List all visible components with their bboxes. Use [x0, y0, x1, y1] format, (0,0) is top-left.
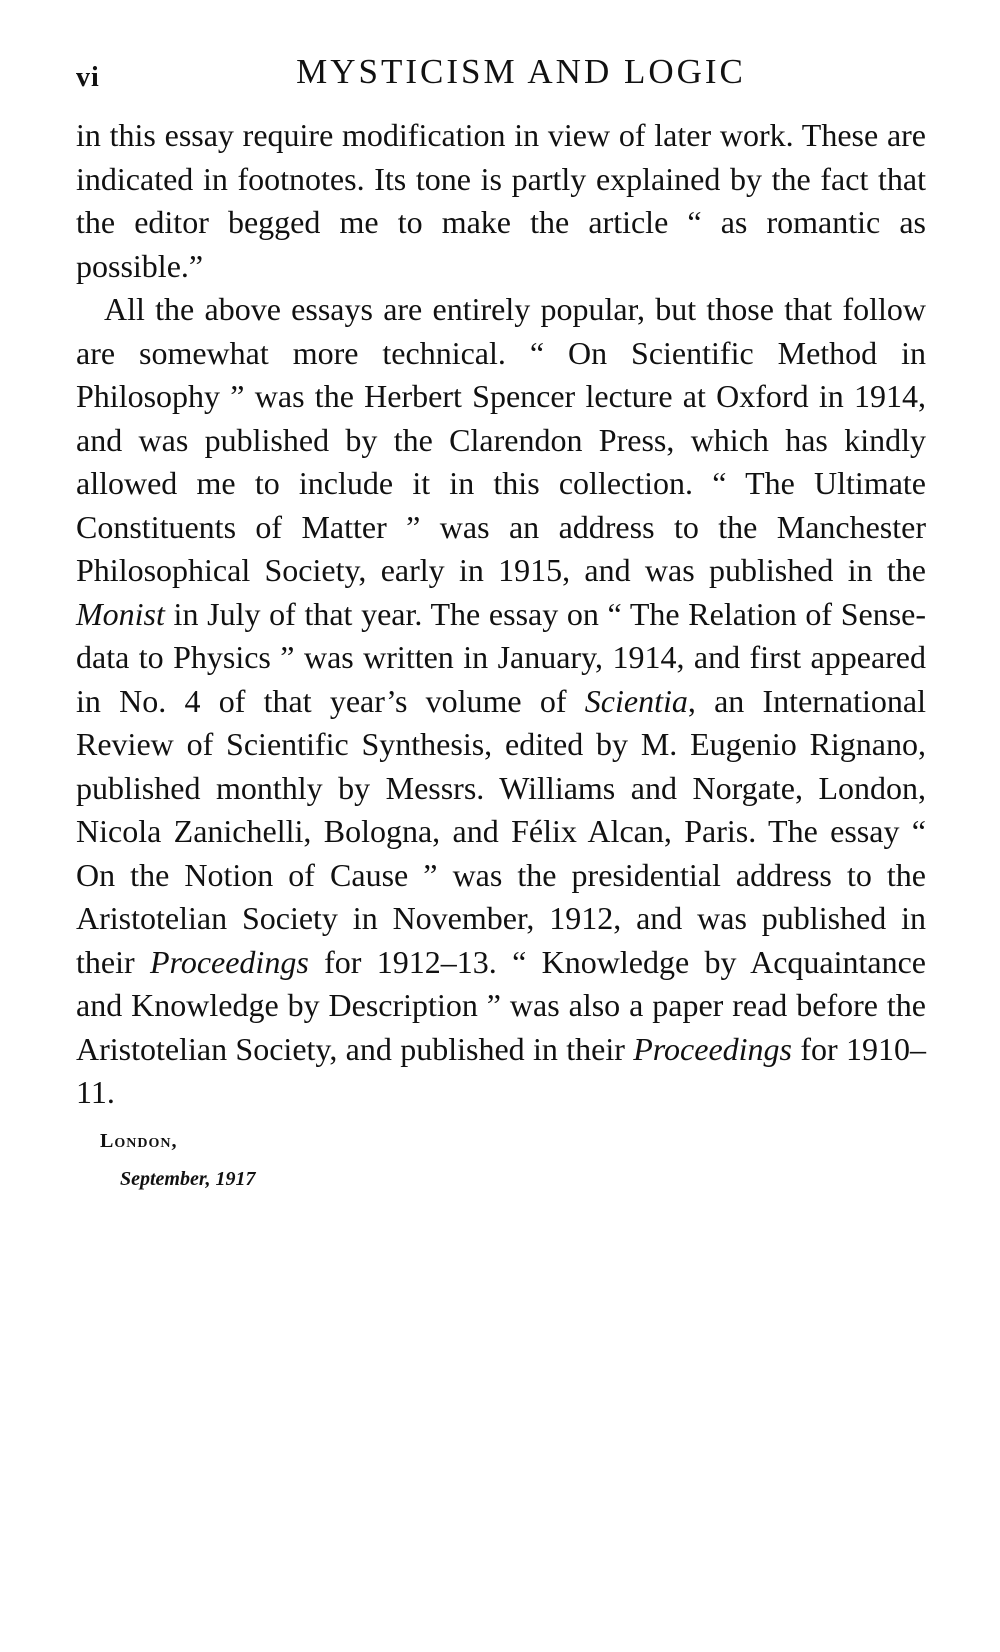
page-header	[76, 52, 926, 102]
paragraph-2	[76, 288, 926, 1115]
signoff-place: London,	[100, 1130, 178, 1152]
paragraph-text: for 1912–13. “ Knowledge by Acquaintance and Knowledge by Description ” was also a paper read before the Aristotelian Society, and published in their	[76, 943, 927, 1067]
paragraph-text: All the above essays are entirely popular, but those that follow are somewhat more technical. “ On Scientific Method in Philosophy ” was the Herbert Spencer lecture at Oxford in 1914, and was published by the Clarendon Press, which has kindly allowed me to include it in this collection. “ The Ultimate Constituents of Matter ” was an address to the Manchester Philosophical Society, early in 1915, and was published in the	[76, 291, 926, 588]
paragraph-text: in July of that year. The essay on “ The Relation of Sense-data to Physics ” was written in January, 1914, and first appeared in No. 4 of that year’s volume of	[76, 595, 926, 719]
paragraph-text: , an International Review of Scientific Synthesis, edited by M. Eugenio Rignano, published monthly by Messrs. Williams and Norgate, London, Nicola Zanichelli, Bologna, and Félix Alcan, Paris. The essay “ On the Notion of Cause ” was the presidential address to the Aristotelian Society in November, 1912, and was published in their	[76, 682, 927, 980]
italic-title-text: Scientia	[584, 682, 688, 719]
paragraph-text: for 1910–11.	[76, 1030, 927, 1110]
body-text	[76, 114, 926, 1115]
italic-title-text: Proceedings	[633, 1030, 792, 1067]
paragraph-text: in this essay require modification in view of later work. These are indicated in footnotes. Its tone is partly explained by the fact that the editor begged me to make the article “ as romantic as possible.”	[76, 117, 926, 284]
italic-title-text: Monist	[76, 595, 165, 632]
paragraph-1	[76, 114, 926, 288]
italic-title-text: Proceedings	[150, 943, 309, 980]
book-page	[76, 0, 926, 1652]
running-title: MYSTICISM AND LOGIC	[296, 52, 746, 91]
signoff-date: September, 1917	[120, 1168, 256, 1190]
page-number: vi	[76, 62, 100, 93]
